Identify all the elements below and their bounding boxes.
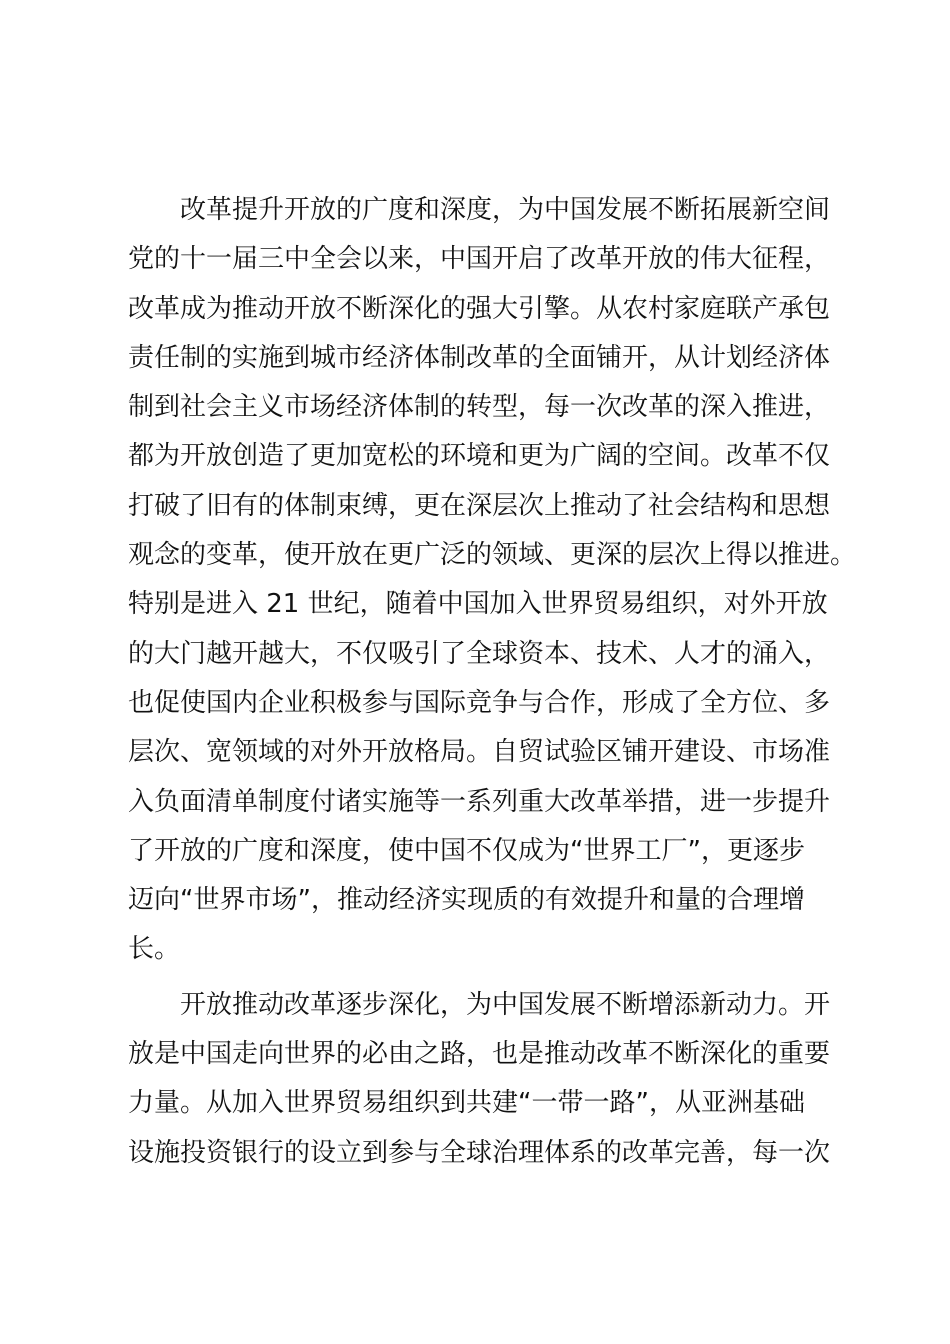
paragraph-line: 开放推动改革逐步深化，为中国发展不断增添新动力。开 — [180, 989, 831, 1020]
paragraph-line: 都为开放创造了更加宽松的环境和更为广阔的空间。改革不仅 — [128, 441, 831, 472]
paragraph-line: 层次、宽领域的对外开放格局。自贸试验区铺开建设、市场准 — [128, 737, 831, 768]
paragraph-line: 制到社会主义市场经济体制的转型，每一次改革的深入推进， — [128, 392, 831, 423]
paragraph-line: 迈向“世界市场”，推动经济实现质的有效提升和量的合理增 — [128, 885, 805, 916]
paragraph-line: 特别是进入 21 世纪，随着中国加入世界贸易组织，对外开放 — [128, 589, 828, 620]
paragraph-line: 责任制的实施到城市经济体制改革的全面铺开，从计划经济体 — [128, 342, 831, 373]
paragraph-line: 力量。从加入世界贸易组织到共建“一带一路”，从亚洲基础 — [128, 1088, 805, 1119]
paragraph-line: 设施投资银行的设立到参与全球治理体系的改革完善，每一次 — [128, 1137, 831, 1168]
paragraph-line: 改革提升开放的广度和深度，为中国发展不断拓展新空间 — [180, 195, 831, 225]
paragraph-line: 打破了旧有的体制束缚，更在深层次上推动了社会结构和思想 — [128, 490, 831, 521]
paragraph-line: 也促使国内企业积极参与国际竞争与合作，形成了全方位、多 — [128, 687, 831, 718]
body-text — [128, 186, 857, 1178]
paragraph-line: 观念的变革，使开放在更广泛的领域、更深的层次上得以推进。 — [128, 540, 857, 571]
paragraph-line: 改革成为推动开放不断深化的强大引擎。从农村家庭联产承包 — [128, 293, 831, 324]
paragraph-line: 了开放的广度和深度，使中国不仅成为“世界工厂”，更逐步 — [128, 835, 805, 866]
paragraph-line: 长。 — [128, 934, 181, 965]
paragraph-1 — [128, 186, 857, 975]
paragraph-line: 入负面清单制度付诸实施等一系列重大改革举措，进一步提升 — [128, 786, 831, 817]
paragraph-line: 党的十一届三中全会以来，中国开启了改革开放的伟大征程， — [128, 244, 831, 275]
paragraph-2 — [128, 981, 848, 1178]
paragraph-line: 的大门越开越大，不仅吸引了全球资本、技术、人才的涌入， — [128, 638, 831, 669]
paragraph-line: 放是中国走向世界的必由之路，也是推动改革不断深化的重要 — [128, 1039, 831, 1070]
